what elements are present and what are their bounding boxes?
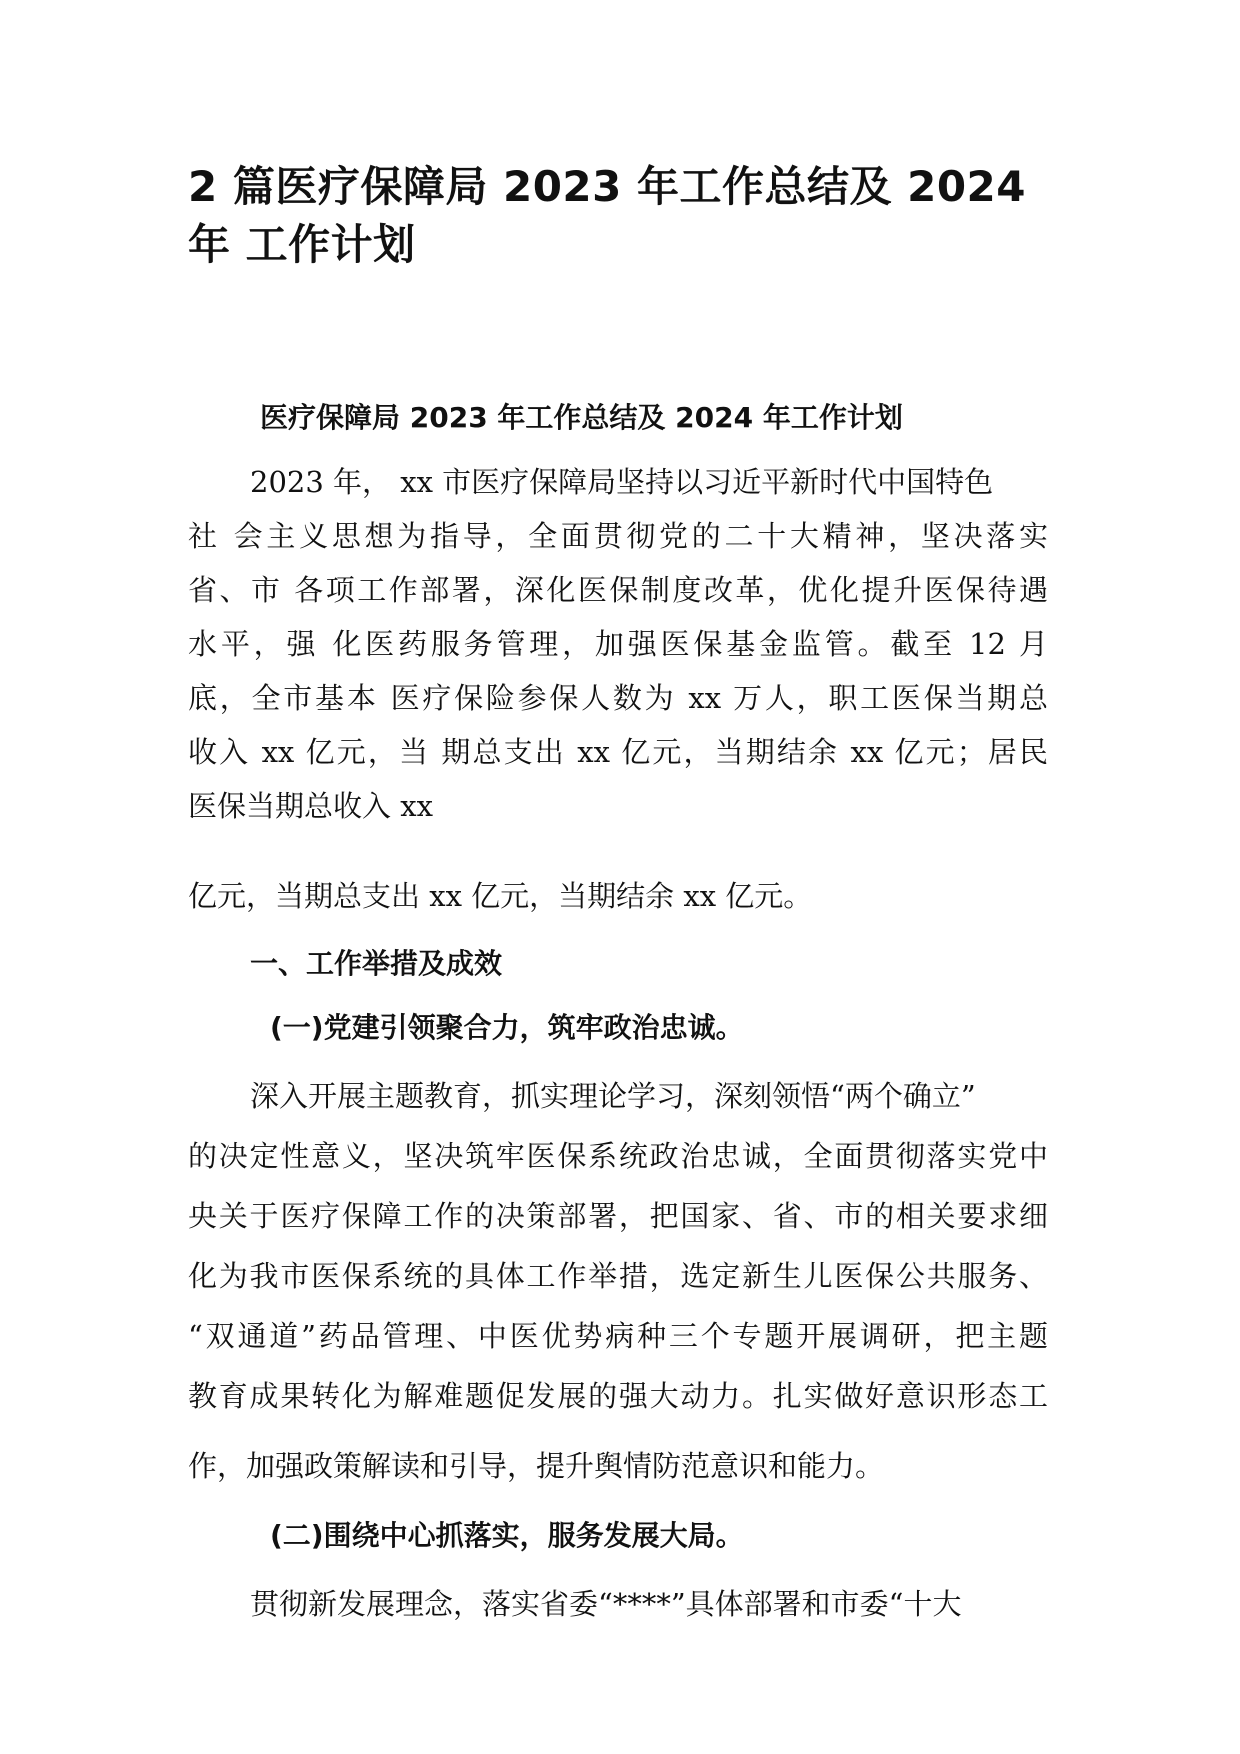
title-line: 2 篇医疗保障局 2023 年工作总结及 2024 <box>188 162 1027 211</box>
paragraph-line: 教育成果转化为解难题促发展的强大动力。扎实做好意识形态工 <box>188 1379 1048 1413</box>
paragraph-line: 社 会主义思想为指导，全面贯彻党的二十大精神，坚决落实 <box>188 519 1048 553</box>
paragraph-line: 2023 年， xx 市医疗保障局坚持以习近平新时代中国特色 <box>250 465 994 499</box>
title-line: 年 工作计划 <box>188 220 416 269</box>
document-title <box>188 158 1068 274</box>
section-heading: 一、工作举措及成效 <box>250 947 503 980</box>
paragraph-line: 深入开展主题教育，抓实理论学习，深刻领悟“两个确立” <box>250 1079 976 1113</box>
paragraph-line: 的决定性意义，坚决筑牢医保系统政治忠诚，全面贯彻落实党中 <box>188 1139 1048 1173</box>
paragraph-line: 省、市 各项工作部署，深化医保制度改革，优化提升医保待遇 <box>188 573 1048 607</box>
paragraph-line: 底，全市基本 医疗保险参保人数为 xx 万人，职工医保当期总 <box>188 681 1048 715</box>
paragraph-line: 化为我市医保系统的具体工作举措，选定新生儿医保公共服务、 <box>188 1259 1048 1293</box>
subsection-heading: (二)围绕中心抓落实，服务发展大局。 <box>270 1519 744 1552</box>
paragraph-line: 医保当期总收入 xx <box>188 789 433 823</box>
paragraph-line: 亿元，当期总支出 xx 亿元，当期结余 xx 亿元。 <box>188 879 813 913</box>
paragraph-line: 水平，强 化医药服务管理，加强医保基金监管。截至 12 月 <box>188 627 1048 661</box>
paragraph-line: 央关于医疗保障工作的决策部署，把国家、省、市的相关要求细 <box>188 1199 1048 1233</box>
paragraph-line: “双通道”药品管理、中医优势病种三个专题开展调研，把主题 <box>188 1319 1048 1353</box>
subsection-heading: (一)党建引领聚合力，筑牢政治忠诚。 <box>270 1011 744 1044</box>
document-subtitle: 医疗保障局 2023 年工作总结及 2024 年工作计划 <box>260 401 903 434</box>
paragraph-line: 作，加强政策解读和引导，提升舆情防范意识和能力。 <box>188 1449 885 1483</box>
paragraph-line: 收入 xx 亿元，当 期总支出 xx 亿元，当期结余 xx 亿元；居民 <box>188 735 1048 769</box>
paragraph-line: 贯彻新发展理念，落实省委“****”具体部署和市委“十大 <box>250 1587 962 1621</box>
